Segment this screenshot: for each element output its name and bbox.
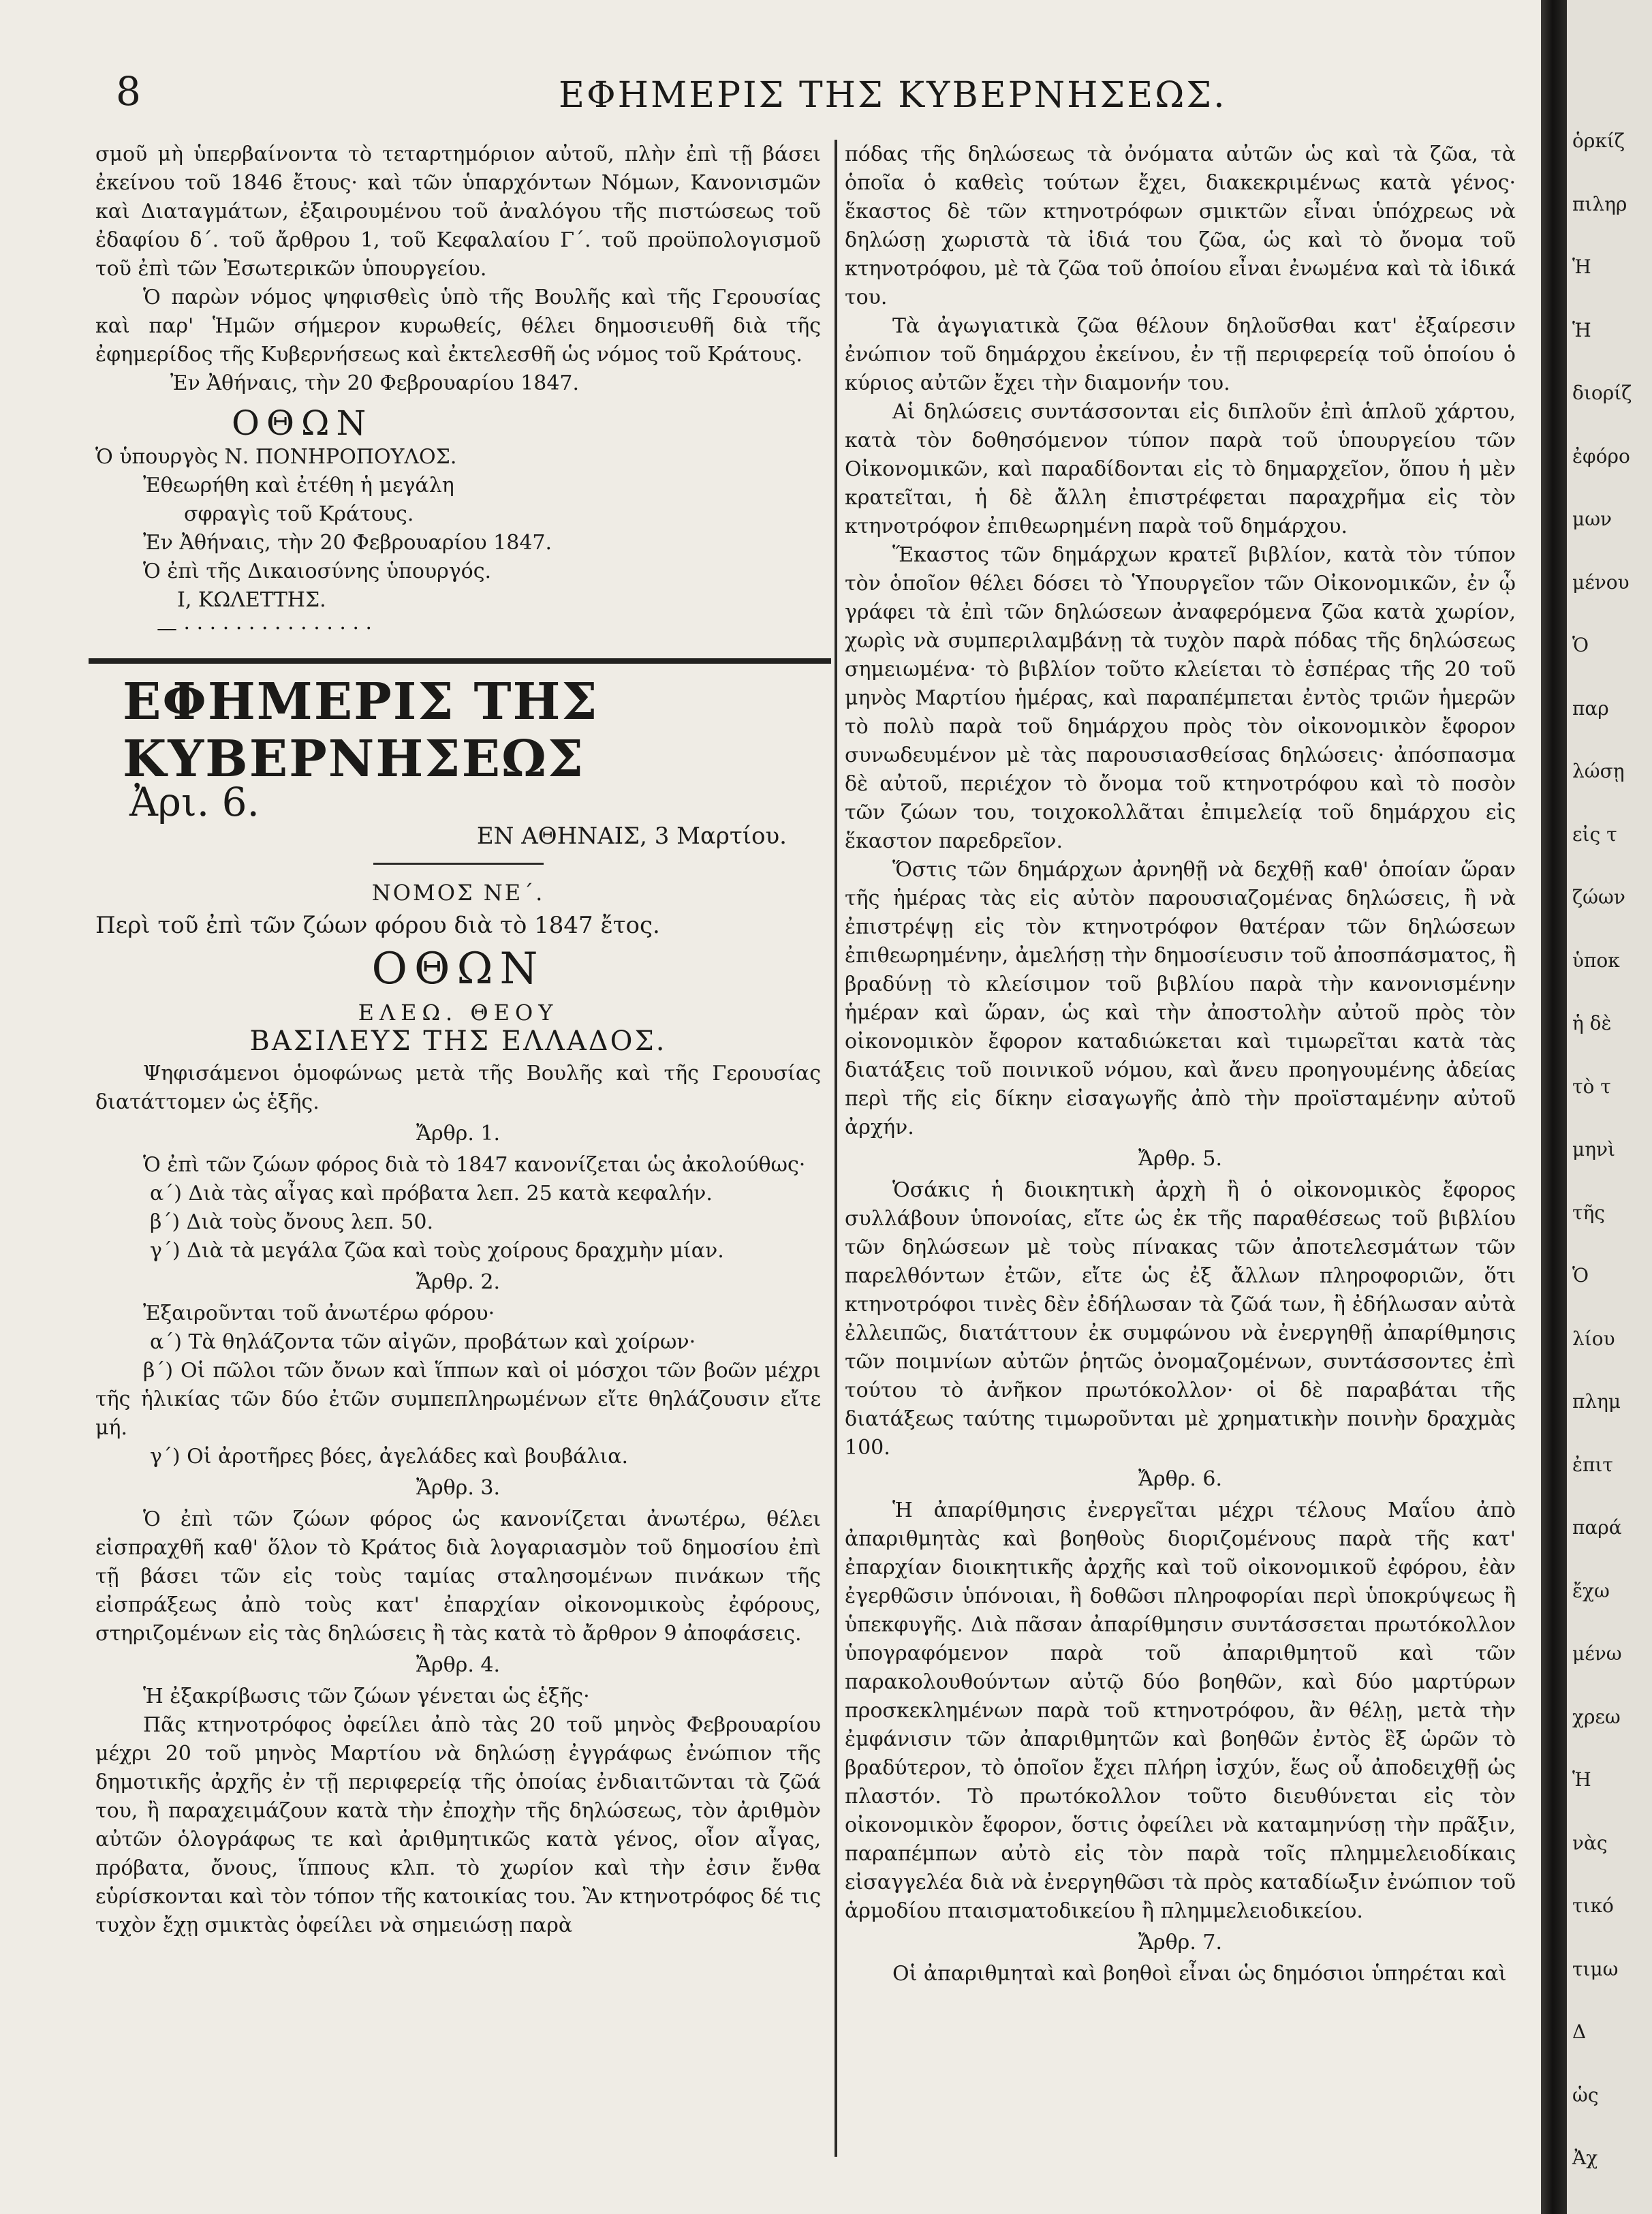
adjacent-page-fragment: παρά — [1572, 1516, 1622, 1539]
enactment-paragraph: Ὁ παρὼν νόμος ψηφισθεὶς ὑπὸ τῆς Βουλῆς καὶ τῆς Γερουσίας καὶ παρ' Ἡμῶν σήμερον κυρωθείς, θέλει δημοσιευθῆ διὰ τῆς ἐφημερίδος τῆς Κυβερνήσεως καὶ ἐκτελεσθῆ ὡς νόμος τοῦ Κράτους. — [95, 286, 821, 367]
adjacent-page-fragment: διορίζ — [1572, 382, 1632, 404]
adjacent-page-fragment: μηνὶ — [1572, 1138, 1615, 1160]
issue-date: ΕΝ ΑΘΗΝΑΙΣ, 3 Μαρτίου. — [476, 822, 787, 850]
dotted-line: — · · · · · · · · · · · · · · · — [157, 617, 373, 641]
adjacent-page-fragment: λώσῃ — [1572, 760, 1625, 782]
king-heading: ΟΘΩΝ — [371, 944, 545, 994]
article-heading: Ἄρθρ. 3. — [416, 1476, 501, 1500]
adjacent-page-fragment: ὁρκίζ — [1572, 129, 1625, 152]
book-gutter — [1541, 0, 1567, 2214]
adjacent-page-fragment: μένου — [1572, 571, 1630, 594]
adjacent-page-fragment: πιληρ — [1572, 193, 1627, 215]
article-heading: Ἄρθρ. 7. — [1138, 1931, 1223, 1954]
right-column — [845, 140, 1516, 1988]
adjacent-page-fragment: Ἀχ — [1572, 2147, 1598, 2169]
adjacent-page-fragment: τῆς — [1572, 1201, 1605, 1224]
adjacent-page-fragment: εἰς τ — [1572, 823, 1617, 846]
adjacent-page-fragment: μένω — [1572, 1642, 1622, 1665]
adjacent-page-fragment: Ὁ — [1572, 634, 1589, 656]
list-item: β΄) Διὰ τοὺς ὄνους λεπ. 50. — [150, 1210, 434, 1234]
paragraph: Ἡ ἀπαρίθμησις ἐνεργεῖται μέχρι τέλους Μαΐου ἀπὸ ἀπαριθμητὰς καὶ βοηθοὺς διοριζομένους παρὰ τῆς κατ' ἐπαρχίαν διοικητικῆς ἀρχῆς καὶ τοῦ οἰκονομικοῦ ἐφόρου, ἐὰν ἐγερθῶσιν ὑπόνοιαι, ἢ δοθῶσι πληροφορίαι περὶ ὑποκρύψεως ἢ ὑπεκφυγῆς. Διὰ πᾶσαν ἀπαρίθμησιν συντάσσεται πρωτόκολλον ὑπογραφόμενον παρὰ τοῦ ἀπαριθμητοῦ καὶ τῶν παρακολουθούντων αὐτῷ δύο βοηθῶν, καὶ δύο μαρτύρων προσκεκλημένων παρὰ τοῦ κτηνοτρόφου, ἂν θέλῃ, μετὰ τὴν ἐμφάνισιν τῶν ἀπαριθμητῶν καὶ βοηθῶν ἐντὸς ἓξ ὡρῶν τὸ βραδύτερον, τὸ ὁποῖον ἔχει πλήρη ἰσχύν, ἕως οὗ ἀποδειχθῇ ὡς πλαστόν. Τὸ πρωτόκολλον τοῦτο διευθύνεται εἰς τὸν οἰκονομικὸν ἔφορον, ὅστις ὀφείλει νὰ καταμηνύσῃ τὴν πρᾶξιν, παραπέμπων αὐτὸ εἰς τὸν παρὰ τοῖς πλημμελειοδίκαις εἰσαγγελέα διὰ νὰ ἐνεργηθῶσι τὰ πρὸς καταδίωξιν ἐνώπιον τοῦ ἁρμοδίου πταισματοδικείου ἢ πλημμελειοδικείου. — [845, 1498, 1516, 1923]
adjacent-page-edge — [1567, 0, 1652, 2214]
article-heading: Ἄρθρ. 4. — [416, 1653, 501, 1677]
list-item: α΄) Διὰ τὰς αἶγας καὶ πρόβατα λεπ. 25 κατὰ κεφαλήν. — [150, 1182, 713, 1205]
adjacent-page-fragment: Ἡ — [1572, 1768, 1591, 1791]
king-title: ΒΑΣΙΛΕΥΣ ΤΗΣ ΕΛΛΑΔΟΣ. — [249, 1026, 667, 1057]
law-subtitle: Περὶ τοῦ ἐπὶ τῶν ζώων φόρου διὰ τὸ 1847 ἔτος. — [95, 912, 660, 939]
adjacent-page-fragment: ὑποκ — [1572, 949, 1620, 972]
grace-of-god: ΕΛΕΩ. ΘΕΟΥ — [358, 1000, 559, 1026]
article-heading: Ἄρθρ. 2. — [416, 1270, 501, 1294]
paragraph: Ὁσάκις ἡ διοικητικὴ ἀρχὴ ἢ ὁ οἰκονομικὸς ἔφορος συλλάβουν ὑπονοίας, εἴτε ὡς ἐκ τῆς παραθέσεως τοῦ βιβλίου τῶν δηλώσεων μὲ τοὺς πίνακας τῶν ἀποτελεσμάτων τῶν παρελθόντων ἐτῶν, εἴτε ὡς ἐξ ἄλλων πληροφοριῶν, ὅτι κτηνοτρόφοι τινὲς δὲν ἐδήλωσαν τὰ ζῶά των, ἢ ἐδήλωσαν αὐτὰ ἐλλειπῶς, διατάττουν ἐκ συμφώνου νὰ ἐνεργηθῇ ἀπαρίθμησις τῶν ποιμνίων αὐτῶν ῥητῶς ὀνομαζομένων, συντάσσοντες ἐπὶ τούτου τὸ ἀνῆκον πρωτόκολλον· οἱ δὲ παραβάται τῆς διατάξεως ταύτης τιμωροῦνται μὲ χρηματικὴν ποινὴν δραχμὰς 100. — [845, 1178, 1516, 1460]
article-heading: Ἄρθρ. 5. — [1138, 1147, 1223, 1171]
article-text: Ὁ ἐπὶ τῶν ζώων φόρος διὰ τὸ 1847 κανονίζεται ὡς ἀκολούθως· — [143, 1153, 806, 1177]
adjacent-page-fragment: χρεω — [1572, 1706, 1621, 1728]
justice-minister: Ὁ ἐπὶ τῆς Δικαιοσύνης ὑπουργός. — [143, 559, 492, 583]
article-text: Ἐξαιροῦνται τοῦ ἀνωτέρω φόρου· — [143, 1302, 495, 1325]
adjacent-page-fragment: Ἡ — [1572, 256, 1591, 278]
paragraph: Τὰ ἀγωγιατικὰ ζῶα θέλουν δηλοῦσθαι κατ' ἐξαίρεσιν ἐνώπιον τοῦ δημάρχου ἐκείνου, ἐν τῇ περιφερείᾳ τοῦ ὁποίου ὁ κύριος αὐτῶν ἔχει τὴν διαμονήν του. — [845, 314, 1516, 395]
kolettis-signature: Ι, ΚΩΛΕΤΤΗΣ. — [177, 588, 326, 612]
article-heading: Ἄρθρ. 1. — [416, 1122, 501, 1146]
king-signature: ΟΘΩΝ — [232, 403, 373, 443]
seal-line: σφραγὶς τοῦ Κράτους. — [184, 502, 414, 526]
issue-row — [95, 779, 821, 853]
issue-number: Ἀρι. 6. — [129, 779, 260, 825]
article-text: Ὁ ἐπὶ τῶν ζώων φόρος ὡς κανονίζεται ἀνωτέρω, θέλει εἰσπραχθῆ καθ' ὅλον τὸ Κράτος διὰ λογαριασμὸν τοῦ δημοσίου ἐπὶ τῇ βάσει τῶν εἰς τοὺς ταμίας σταλησομένων πινάκων τῆς εἰσπράξεως ἀπὸ τοὺς κατ' ἐπαρχίαν οἰκονομικοὺς ἐφόρους, στηριζομένων εἰς τὰς δηλώσεις ἢ τὰς κατὰ τὸ ἄρθρον 9 ἀποφάσεις. — [95, 1507, 821, 1646]
adjacent-page-fragment: ζώων — [1572, 886, 1625, 908]
list-item: α΄) Τὰ θηλάζοντα τῶν αἰγῶν, προβάτων καὶ χοίρων· — [150, 1330, 696, 1354]
continued-paragraph: σμοῦ μὴ ὑπερβαίνοντα τὸ τεταρτημόριον αὐτοῦ, πλὴν ἐπὶ τῇ βάσει ἐκείνου τοῦ 1846 ἔτους· καὶ τῶν ὑπαρχόντων Νόμων, Κανονισμῶν καὶ Διαταγμάτων, ἐξαιρουμένου τοῦ ἀναλόγου τῆς πιστώσεως τοῦ ἐδαφίου δ΄. τοῦ ἄρθρου 1, τοῦ Κεφαλαίου Γ΄. τοῦ προϋπολογισμοῦ τοῦ ἐπὶ τῶν Ἐσωτερικῶν ὑπουργείου. — [95, 142, 821, 281]
paragraph: Αἱ δηλώσεις συντάσσονται εἰς διπλοῦν ἐπὶ ἁπλοῦ χάρτου, κατὰ τὸν δοθησόμενον τύπον παρὰ τοῦ ὑπουργείου τῶν Οἰκονομικῶν, καὶ παραδίδονται εἰς τὸ δημαρχεῖον, ὅπου ἡ μὲν κρατεῖται, ἡ δὲ ἄλλη ἐπιστρέφεται παραχρῆμα εἰς τὸν κτηνοτρόφον ἐπιθεωρημένη παρὰ τοῦ δημάρχου. — [845, 400, 1516, 538]
adjacent-page-fragment: πλημ — [1572, 1390, 1621, 1413]
adjacent-page-fragment: τικό — [1572, 1894, 1614, 1917]
article-heading: Ἄρθρ. 6. — [1138, 1467, 1223, 1491]
adjacent-page-fragment: ἐφόρο — [1572, 445, 1630, 467]
page-number: 8 — [116, 68, 141, 114]
running-title: ΕΦΗΜΕΡΙΣ ΤΗΣ ΚΥΒΕΡΝΗΣΕΩΣ. — [559, 75, 1227, 116]
section-rule — [89, 658, 831, 664]
adjacent-page-fragment: Δ — [1572, 2020, 1587, 2043]
paragraph: Οἱ ἀπαριθμηταὶ καὶ βοηθοὶ εἶναι ὡς δημόσιοι ὑπηρέται καὶ — [892, 1962, 1507, 1986]
adjacent-page-fragment: νὰς — [1572, 1832, 1608, 1854]
preamble: Ψηφισάμενοι ὁμοφώνως μετὰ τῆς Βουλῆς καὶ τῆς Γερουσίας διατάττομεν ὡς ἑξῆς. — [95, 1062, 821, 1114]
adjacent-page-fragment: λίου — [1572, 1327, 1615, 1350]
list-item: β΄) Οἱ πῶλοι τῶν ὄνων καὶ ἵππων καὶ οἱ μόσχοι τῶν βοῶν μέχρι τῆς ἡλικίας τῶν δύο ἐτῶν συμπεπληρωμένων εἴτε θηλάζουσιν εἴτε μή. — [95, 1359, 821, 1440]
adjacent-page-fragment: Ἡ — [1572, 319, 1591, 341]
article-text: Πᾶς κτηνοτρόφος ὀφείλει ἀπὸ τὰς 20 τοῦ μηνὸς Φεβρουαρίου μέχρι 20 τοῦ μηνὸς Μαρτίου νὰ δηλώσῃ ἐγγράφως ἐνώπιον τῆς δημοτικῆς ἀρχῆς ἐν τῇ περιφερείᾳ τῆς ὁποίας ἐνδιαιτῶνται τὰ ζῶά του, ἢ παραχειμάζουν κατὰ τὴν ἐποχὴν τῆς δηλώσεως, τὸν ἀριθμὸν αὐτῶν ὁλογράφως τε καὶ ἀριθμητικῶς κατὰ γένος, οἷον αἶγας, πρόβατα, ὄνους, ἵππους κλπ. τὸ χωρίον καὶ τὴν ἐσιν ἔνθα εὑρίσκονται καὶ τὸν τόπον τῆς κατοικίας του. Ἂν κτηνοτρόφος δέ τις τυχὸν ἔχῃ σμικτὰς ὀφείλει νὰ σημειώσῃ παρὰ — [95, 1713, 821, 1937]
masthead: ΕΦΗΜΕΡΙΣ ΤΗΣ ΚΥΒΕΡΝΗΣΕΩΣ — [123, 673, 599, 788]
adjacent-page-fragment: μων — [1572, 508, 1612, 530]
left-column — [95, 140, 821, 1940]
adjacent-page-fragment: ἡ δὲ — [1572, 1012, 1612, 1034]
paragraph: πόδας τῆς δηλώσεως τὰ ὀνόματα αὐτῶν ὡς καὶ τὰ ζῶα, τὰ ὁποῖα ὁ καθεὶς τούτων ἔχει, διακεκριμένως κατὰ γένος· ἕκαστος δὲ τῶν κτηνοτρόφων σμικτῶν εἶναι ὑπόχρεως νὰ δηλώσῃ χωριστὰ τὰ ἰδιά του ζῶα, ὡς καὶ τὸ ὄνομα τοῦ κτηνοτρόφου, μὲ τὰ ζῶα τοῦ ὁποίου εἶναι ἐνωμένα καὶ τὰ ἰδικά του. — [845, 142, 1516, 309]
article-text: Ἡ ἐξακρίβωσις τῶν ζώων γένεται ὡς ἑξῆς· — [143, 1685, 590, 1708]
list-item: γ΄) Διὰ τὰ μεγάλα ζῶα καὶ τοὺς χοίρους δραχμὴν μίαν. — [150, 1239, 724, 1263]
law-title: ΝΟΜΟΣ ΝΕ΄. — [371, 880, 545, 906]
adjacent-page-fragment: ἔχω — [1572, 1580, 1610, 1602]
adjacent-page-fragment: τιμω — [1572, 1958, 1619, 1980]
adjacent-page-fragment: παρ — [1572, 697, 1609, 720]
seal-line: Ἐθεωρήθη καὶ ἐτέθη ἡ μεγάλη — [143, 474, 454, 497]
adjacent-page-fragment: Ὁ — [1572, 1264, 1589, 1287]
short-rule — [373, 863, 544, 865]
column-divider — [835, 140, 837, 2157]
adjacent-page-fragment: ὡς — [1572, 2084, 1599, 2106]
running-head — [0, 63, 1541, 117]
date-line: Ἐν Ἀθήναις, τὴν 20 Φεβρουαρίου 1847. — [170, 371, 580, 395]
date-line: Ἐν Ἀθήναις, τὴν 20 Φεβρουαρίου 1847. — [143, 531, 552, 555]
paragraph: Ἕκαστος τῶν δημάρχων κρατεῖ βιβλίον, κατὰ τὸν τύπον τὸν ὁποῖον θέλει δόσει τὸ Ὑπουργεῖον τῶν Οἰκονομικῶν, ἐν ᾧ γράφει τὰ ἐπὶ τῶν δηλώσεων ἀναφερόμενα ζῶα κατὰ χωρίον, χωρὶς νὰ συμπεριλαμβάνῃ τὰ τυχὸν παρὰ πόδας τῆς δηλώσεως σημειωμένα· τὸ βιβλίον τοῦτο κλείεται τὸ ἑσπέρας τῆς 20 τοῦ μηνὸς Μαρτίου ἡμέρας, καὶ παραπέμπεται ἐντὸς τριῶν ἡμερῶν τὸ πολὺ παρὰ τοῦ δημάρχου πρὸς τὸν οἰκονομικὸν ἔφορον συνωδευμένον μὲ τὰς παρουσιασθείσας δηλώσεις· ἀπόσπασμα δὲ αὐτοῦ, περιέχον τὸ ὄνομα τοῦ κτηνοτρόφου καὶ τὸ ποσὸν τῶν ζώων του, τοιχοκολλᾶται ἐπιμελείᾳ τοῦ δημάρχου εἰς ἕκαστον παρεδρεῖον. — [845, 543, 1516, 853]
adjacent-page-fragment: τὸ τ — [1572, 1075, 1611, 1098]
paragraph: Ὅστις τῶν δημάρχων ἀρνηθῇ νὰ δεχθῇ καθ' ὁποίαν ὥραν τῆς ἡμέρας τὰς εἰς αὐτὸν παρουσιαζομένας δηλώσεις, ἢ νὰ ἐπιστρέψῃ εἰς τὸν κτηνοτρόφον θατέραν τῶν δηλώσεων ἐπιθεωρημένην, ἀμελήσῃ τὴν δημοσίευσιν τοῦ ἀποσπάσματος, ἢ βραδύνῃ τὸ κλείσιμον τοῦ βιβλίου παρὰ τὴν κανονισμένην ἡμέραν καὶ ὥραν, ὡς καὶ τὴν ἀποστολὴν αὐτοῦ πρὸς τὸν οἰκονομικὸν ἔφορον καταδιώκεται καὶ τιμωρεῖται κατὰ τὰς διατάξεις τοῦ ποινικοῦ νόμου, καὶ ἄνευ προηγουμένης ἀδείας περὶ τῆς εἰς δίκην εἰσαγωγῆς ἀπὸ τὴν προϊσταμένην αὐτοῦ ἀρχήν. — [845, 858, 1516, 1139]
minister-signature: Ὁ ὑπουργὸς Ν. ΠΟΝΗΡΟΠΟΥΛΟΣ. — [95, 445, 457, 469]
adjacent-page-fragment: ἐπιτ — [1572, 1454, 1613, 1476]
list-item: γ΄) Οἱ ἀροτῆρες βόες, ἀγελάδες καὶ βουβάλια. — [150, 1445, 628, 1469]
